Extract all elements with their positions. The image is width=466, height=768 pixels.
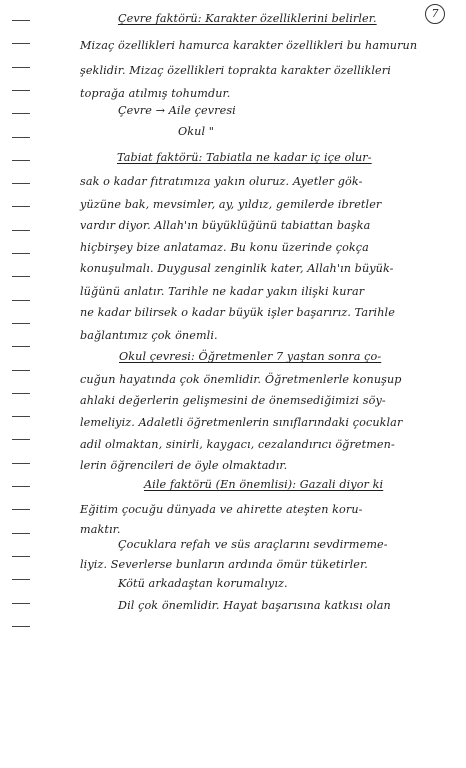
margin-tick [12, 556, 30, 557]
margin-tick [12, 486, 30, 487]
margin-tick [12, 253, 30, 254]
margin-tick [12, 439, 30, 440]
margin-tick [12, 113, 30, 114]
margin-tick [12, 533, 30, 534]
margin-tick [12, 206, 30, 207]
margin-tick [12, 370, 30, 371]
margin-tick [12, 276, 30, 277]
margin-tick [12, 90, 30, 91]
text-line: liyiz. Severlerse bunların ardında ömür tüketirler. [80, 558, 368, 571]
margin-tick [12, 300, 30, 301]
text-line: adil olmaktan, sinirli, kaygacı, cezalandırıcı öğretmen- [80, 438, 395, 451]
text-line: şeklidir. Mizaç özellikleri toprakta karakter özellikleri [80, 64, 391, 77]
text-line: Çocuklara refah ve süs araçlarını sevdirmeme- [118, 538, 388, 551]
text-line: Okul " [178, 125, 215, 138]
margin-tick [12, 20, 30, 21]
margin-tick [12, 43, 30, 44]
text-line: lüğünü anlatır. Tarihle ne kadar yakın ilişki kurar [80, 285, 365, 298]
text-line: vardır diyor. Allah'ın büyüklüğünü tabiattan başka [80, 219, 371, 232]
margin-tick [12, 183, 30, 184]
heading-tabiat-faktoru: Tabiat faktörü: Tabiatla ne kadar iç içe olur- [117, 151, 372, 164]
text-line: Kötü arkadaştan korumalıyız. [118, 577, 288, 590]
margin-tick [12, 509, 30, 510]
text-line: Mizaç özellikleri hamurca karakter özellikleri bu hamurun [80, 39, 418, 52]
text-line: cuğun hayatında çok önemlidir. Öğretmenlerle konuşup [80, 373, 402, 386]
text-line: maktır. [80, 523, 121, 536]
text-line: yüzüne bak, mevsimler, ay, yıldız, gemilerde ibretler [80, 198, 382, 211]
margin-tick [12, 160, 30, 161]
text-line: ahlaki değerlerin gelişmesini de önemsediğimizi söy- [80, 394, 386, 407]
margin-tick [12, 416, 30, 417]
text-line: lemeliyiz. Adaletli öğretmenlerin sınıflarındaki çocuklar [80, 416, 403, 429]
margin-tick [12, 463, 30, 464]
margin-tick [12, 393, 30, 394]
heading-okul-cevresi: Okul çevresi: Öğretmenler 7 yaştan sonra ço- [119, 350, 382, 363]
text-line: lerin öğrencileri de öyle olmaktadır. [80, 459, 288, 472]
margin-tick [12, 323, 30, 324]
heading-aile-faktoru: Aile faktörü (En önemlisi): Gazali diyor ki [144, 478, 384, 491]
margin-tick [12, 67, 30, 68]
text-line: hiçbirşey bize anlatamaz. Bu konu üzerinde çokça [80, 241, 369, 254]
text-line: konuşulmalı. Duygusal zenginlik kater, Allah'ın büyük- [80, 262, 394, 275]
margin-tick [12, 626, 30, 627]
margin-tick [12, 230, 30, 231]
text-line: ne kadar bilirsek o kadar büyük işler başarırız. Tarihle [80, 306, 395, 319]
text-line: toprağa atılmış tohumdur. [80, 87, 231, 100]
text-line: sak o kadar fıtratımıza yakın oluruz. Ayetler gök- [80, 175, 363, 188]
margin-tick [12, 579, 30, 580]
text-line: Çevre → Aile çevresi [118, 104, 236, 117]
text-line: Dil çok önemlidir. Hayat başarısına katkısı olan [118, 599, 391, 612]
page-number: 7 [425, 4, 445, 24]
text-line: bağlantımız çok önemli. [80, 329, 218, 342]
margin-tick [12, 137, 30, 138]
margin-tick [12, 346, 30, 347]
text-line: Eğitim çocuğu dünyada ve ahirette ateşten koru- [80, 503, 363, 516]
heading-cevre-faktoru: Çevre faktörü: Karakter özelliklerini belirler. [118, 12, 377, 25]
margin-tick [12, 603, 30, 604]
